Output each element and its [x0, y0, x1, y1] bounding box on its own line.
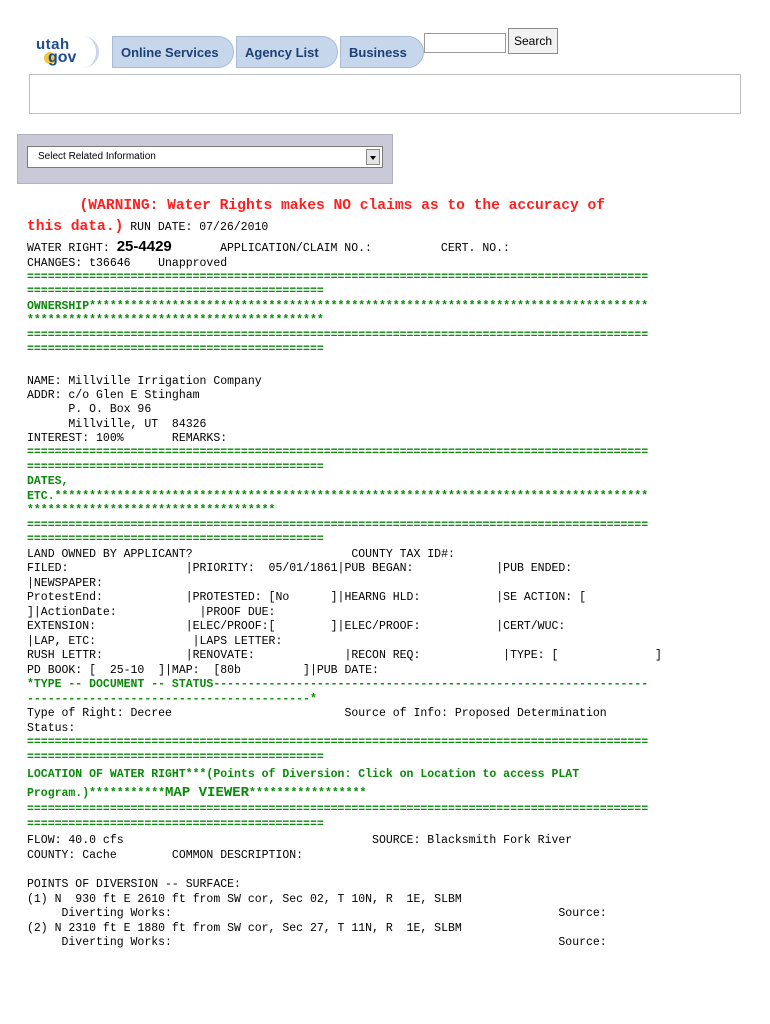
type-of-right-line: Type of Right: Decree Source of Info: Proposed Determination [27, 707, 607, 720]
rush-letter-line: RUSH LETTR: |RENOVATE: |RECON REQ: |TYPE: [ ] [27, 649, 662, 662]
water-right-label: WATER RIGHT: [27, 242, 117, 255]
related-info-panel [17, 134, 393, 184]
land-owned-line: LAND OWNED BY APPLICANT? COUNTY TAX ID#: [27, 548, 455, 561]
utah-gov-logo[interactable] [30, 36, 99, 68]
points-of-diversion-heading: POINTS OF DIVERSION -- SURFACE: [27, 878, 241, 891]
separator-line: ========================================================================================== [27, 329, 649, 342]
map-viewer-line [27, 785, 366, 801]
action-date-line: ]|ActionDate: |PROOF DUE: [27, 606, 276, 619]
separator-dashes: -----------------------------------------* [27, 693, 317, 706]
related-info-selected: Select Related Information [38, 151, 156, 162]
logo-text-gov: gov [48, 49, 77, 66]
owner-address-3: Millville, UT 84326 [27, 418, 207, 431]
owner-address-1: ADDR: c/o Glen E Stingham [27, 389, 200, 402]
water-right-line [27, 238, 510, 256]
application-cert-labels: APPLICATION/CLAIM NO.: CERT. NO.: [171, 242, 510, 255]
lap-line: |LAP, ETC: |LAPS LETTER: [27, 635, 283, 648]
status-line: Status: [27, 722, 76, 735]
logo-text-utah: utah [36, 36, 70, 53]
interest-line: INTEREST: 100% REMARKS: [27, 432, 228, 445]
protest-line: ProtestEnd: |PROTESTED: [No ]|HEARNG HLD: |SE ACTION: [ [27, 591, 586, 604]
extension-line: EXTENSION: |ELEC/PROOF:[ ]|ELEC/PROOF: |CERT/WUC: [27, 620, 566, 633]
diverting-works-2: Diverting Works: Source: [27, 936, 607, 949]
separator-line: =========================================== [27, 461, 324, 474]
separator-line: ========================================================================================== [27, 736, 649, 749]
separator-line: =========================================== [27, 818, 324, 831]
diversion-point-2[interactable]: (2) N 2310 ft E 1880 ft from SW cor, Sec 27, T 11N, R 1E, SLBM [27, 922, 462, 935]
separator-line: ========================================================================================== [27, 446, 649, 459]
ownership-heading: OWNERSHIP********************************************************************************* [27, 300, 649, 313]
search-button[interactable]: Search [508, 28, 558, 54]
flow-line: FLOW: 40.0 cfs SOURCE: Blacksmith Fork River [27, 834, 573, 847]
separator-line: ========================================================================================== [27, 271, 649, 284]
dates-heading: DATES, [27, 475, 69, 488]
nav-tab-agency-list[interactable]: Agency List [236, 36, 338, 68]
separator-line: ========================================================================================== [27, 803, 649, 816]
location-stars: ***************** [249, 787, 367, 800]
nav-tab-online-services[interactable]: Online Services [112, 36, 234, 68]
location-heading[interactable]: LOCATION OF WATER RIGHT***(Points of Diversion: Click on Location to access PLAT [27, 768, 580, 781]
separator-stars: ******************************************* [27, 314, 324, 327]
dropdown-arrow-icon[interactable] [366, 149, 380, 165]
water-right-number: 25-4429 [116, 238, 172, 255]
separator-line: =========================================== [27, 343, 324, 356]
newspaper-line: |NEWSPAPER: [27, 577, 103, 590]
warning-run-date-line [27, 216, 268, 236]
changes-line: CHANGES: t36646 Unapproved [27, 257, 228, 270]
nav-tab-business[interactable]: Business [340, 36, 424, 68]
diversion-point-1[interactable]: (1) N 930 ft E 2610 ft from SW cor, Sec 02, T 10N, R 1E, SLBM [27, 893, 462, 906]
separator-line: =========================================== [27, 285, 324, 298]
owner-name: NAME: Millville Irrigation Company [27, 375, 262, 388]
separator-stars: ************************************ [27, 504, 276, 517]
separator-line: ========================================================================================== [27, 519, 649, 532]
dates-heading-stars: ETC.************************************************************************************** [27, 490, 649, 503]
map-viewer-link[interactable]: MAP VIEWER [165, 785, 250, 801]
pd-book-line: PD BOOK: [ 25-10 ]|MAP: [80b ]|PUB DATE: [27, 664, 379, 677]
type-document-status-heading: *TYPE -- DOCUMENT -- STATUS--------------------------------------------------------------- [27, 678, 649, 691]
search-input[interactable] [424, 33, 506, 53]
related-info-select[interactable] [27, 146, 383, 168]
empty-banner-box [29, 74, 741, 114]
warning-line: (WARNING: Water Rights makes NO claims as to the accuracy of [27, 198, 606, 214]
separator-line: =========================================== [27, 533, 324, 546]
diverting-works-1: Diverting Works: Source: [27, 907, 607, 920]
owner-address-2: P. O. Box 96 [27, 403, 152, 416]
separator-line: =========================================== [27, 751, 324, 764]
warning-line-end: this data.) [27, 219, 124, 235]
filed-line: FILED: |PRIORITY: 05/01/1861|PUB BEGAN: |PUB ENDED: [27, 562, 573, 575]
county-line: COUNTY: Cache COMMON DESCRIPTION: [27, 849, 304, 862]
run-date: RUN DATE: 07/26/2010 [123, 221, 269, 234]
location-heading-end: Program.)*********** [27, 787, 166, 800]
